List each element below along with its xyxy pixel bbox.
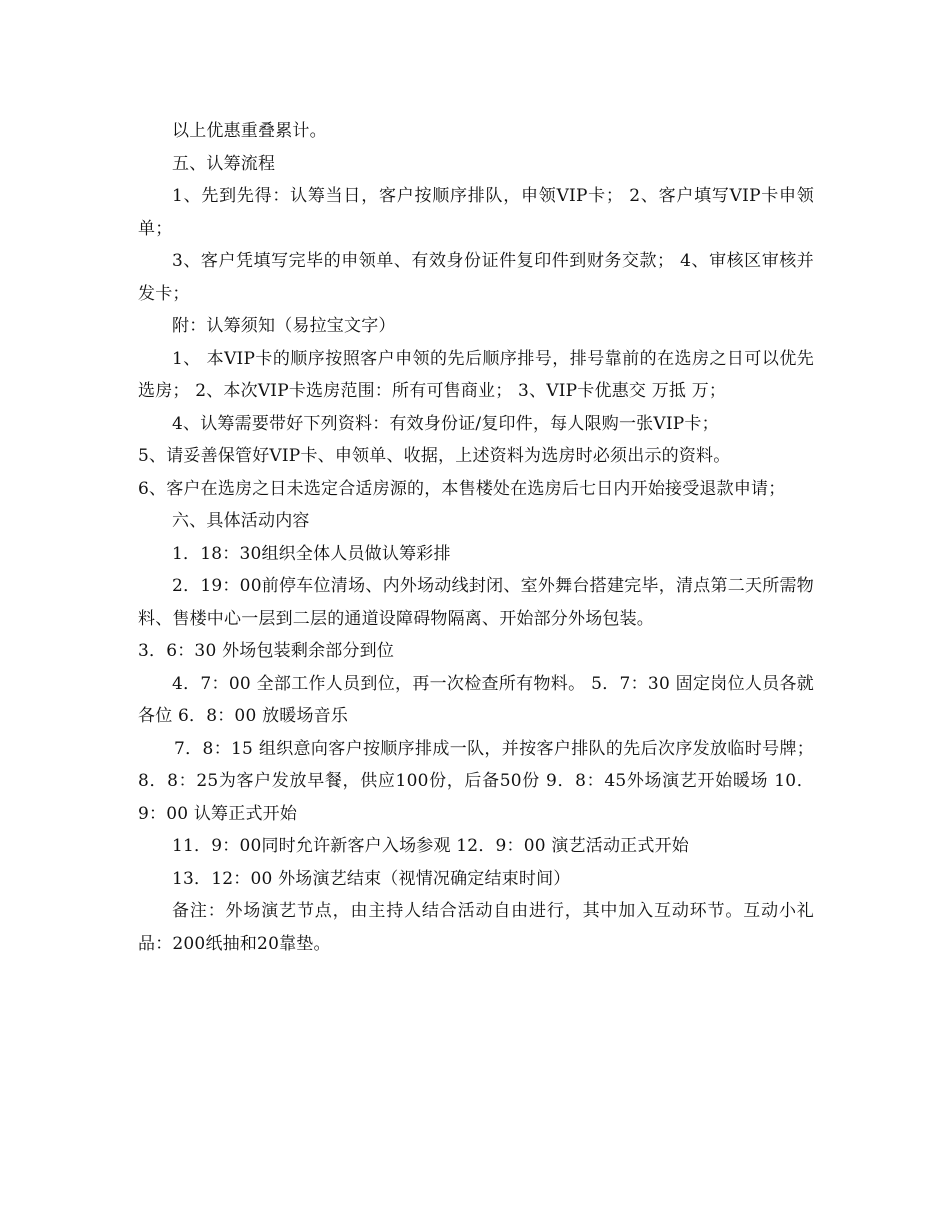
paragraph-notice-5: 5、请妥善保管好VIP卡、申领单、收据，上述资料为选房时必须出示的资料。 <box>138 446 731 466</box>
heading-activity-content: 六、具体活动内容 <box>172 511 310 531</box>
paragraph-remark: 备注：外场演艺节点，由主持人结合活动自由进行，其中加入互动环节。互动小礼品：200纸抽和20靠垫。 <box>138 901 814 954</box>
heading-subscription-process: 五、认筹流程 <box>172 153 276 174</box>
paragraph-activity-11-12: 11．9：00同时允许新客户入场参观 12．9：00 演艺活动正式开始 <box>172 836 689 856</box>
paragraph-activity-1: 1．18：30组织全体人员做认筹彩排 <box>172 543 451 564</box>
paragraph-activity-2: 2．19：00前停车位清场、内外场动线封闭、室外舞台搭建完毕，清点第二天所需物料、售楼中心一层到二层的通道设障碍物隔离、开始部分外场包装。 <box>138 576 814 629</box>
paragraph-notice-4: 4、认筹需要带好下列资料：有效身份证/复印件，每人限购一张VIP卡； <box>172 413 719 434</box>
paragraph-notice-6: 6、客户在选房之日未选定合适房源的，本售楼处在选房后七日内开始接受退款申请； <box>138 478 786 499</box>
paragraph-activity-4-6: 4．7：00 全部工作人员到位，再一次检查所有物料。 5．7：30 固定岗位人员各就各位 6．8：00 放暖场音乐 <box>138 673 814 726</box>
document-page <box>138 115 814 960</box>
paragraph-process-step-3-4: 3、客户凭填写完毕的申领单、有效身份证件复印件到财务交款； 4、审核区审核并发卡； <box>138 251 814 304</box>
paragraph-process-step-1-2: 1、先到先得：认筹当日，客户按顺序排队，申领VIP卡； 2、客户填写VIP卡申领单； <box>138 186 814 239</box>
paragraph-activity-7-10: 7．8：15 组织意向客户按顺序排成一队，并按客户排队的先后次序发放临时号牌； 8．8：25为客户发放早餐，供应100份，后备50份 9．8：45外场演艺开始暖场 10．9：00 认筹正式开始 <box>138 738 814 824</box>
heading-subscription-notice: 附：认筹须知（易拉宝文字） <box>172 316 396 336</box>
paragraph-activity-13: 13．12：00 外场演艺结束（视情况确定结束时间） <box>172 868 571 889</box>
paragraph-discount-note: 以上优惠重叠累计。 <box>172 121 327 141</box>
paragraph-activity-3: 3．6：30 外场包装剩余部分到位 <box>138 641 395 661</box>
paragraph-notice-1-3: 1、 本VIP卡的顺序按照客户申领的先后顺序排号，排号靠前的在选房之日可以优先选房； 2、本次VIP卡选房范围：所有可售商业； 3、VIP卡优惠交 万抵 万； <box>138 348 814 401</box>
